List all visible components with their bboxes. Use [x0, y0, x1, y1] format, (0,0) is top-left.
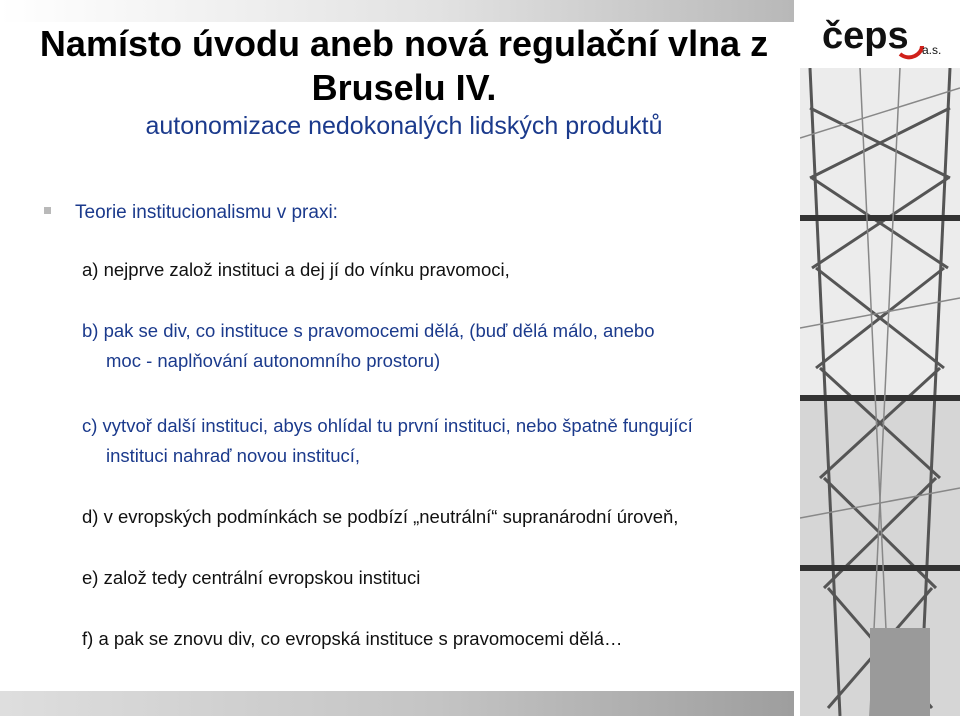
- item-d-line-1: d) v evropských podmínkách se podbízí „neutrální“ supranárodní úroveň,: [82, 506, 679, 527]
- list-item-a: [82, 255, 794, 285]
- item-b-line-2: moc - naplňování autonomního prostoru): [106, 350, 441, 371]
- list-item-c: [82, 411, 794, 471]
- slide-title: [14, 22, 794, 110]
- list-item-d: [82, 502, 794, 532]
- item-a-line-1: a) nejprve založ instituci a dej jí do vínku pravomoci,: [82, 259, 510, 280]
- list-item-f: [82, 624, 794, 654]
- logo-suffix-text: a.s.: [922, 43, 942, 57]
- item-f-line-1: f) a pak se znovu div, co evropská instituce s pravomocemi dělá…: [82, 628, 623, 649]
- square-bullet-icon: [44, 207, 51, 214]
- item-c-line-1: c) vytvoř další instituci, abys ohlídal tu první instituci, nebo špatně fungující: [82, 415, 693, 436]
- bottom-gradient-bar: [0, 691, 794, 716]
- bullet-rest-text: v praxi:: [271, 202, 338, 223]
- title-line-2: Bruselu IV.: [311, 67, 497, 108]
- list-item-b: [82, 316, 794, 376]
- item-e-line-1: e) založ tedy centrální evropskou instituci: [82, 567, 421, 588]
- logo-brand-text: čeps: [822, 15, 909, 57]
- bullet-bold-text: Teorie institucionalismu: [75, 202, 272, 223]
- title-line-1: Namísto úvodu aneb nová regulační vlna z: [39, 23, 769, 64]
- tower-lattice-icon: [800, 68, 960, 716]
- item-b-line-1: b) pak se div, co instituce s pravomocemi dělá, (buď dělá málo, anebo: [82, 320, 655, 341]
- tower-photo: [800, 68, 960, 716]
- ceps-logo: [818, 10, 956, 62]
- top-gradient-bar: [0, 0, 794, 22]
- list-item-e: [82, 563, 794, 593]
- bullet-heading: [44, 200, 338, 226]
- item-c-line-2: instituci nahraď novou institucí,: [106, 445, 361, 466]
- slide-subtitle: autonomizace nedokonalých lidských produktů: [145, 112, 663, 140]
